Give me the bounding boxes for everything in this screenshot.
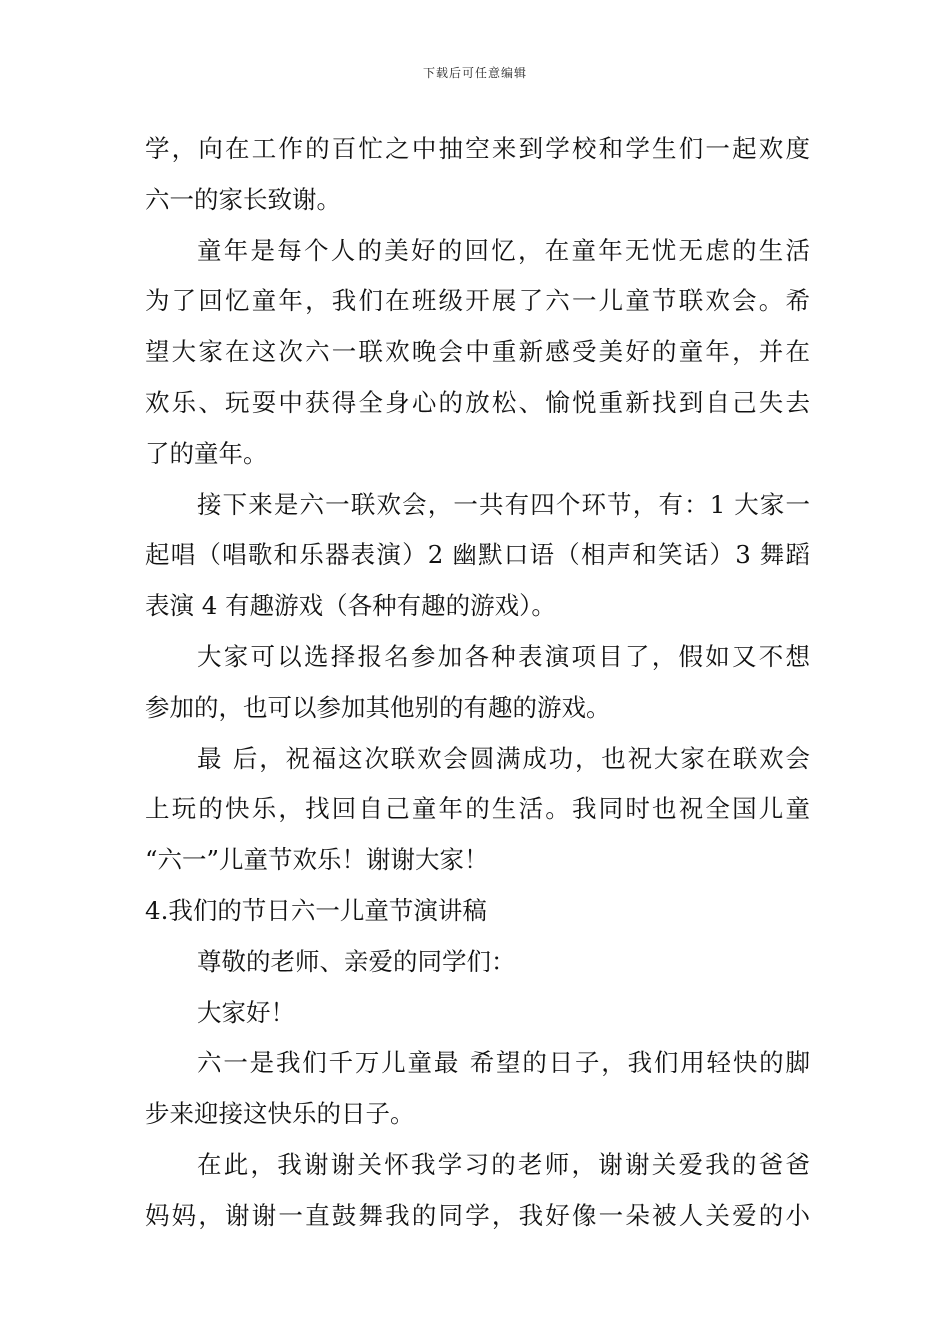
page-header: 下载后可任意编辑 xyxy=(422,66,527,80)
text-line: 六一的家长致谢。 xyxy=(145,184,341,214)
text-line: 学，向在工作的百忙之中抽空来到学校和学生们一起欢度 xyxy=(145,134,810,163)
greeting xyxy=(145,988,810,1039)
text-line: 了的童年。 xyxy=(145,438,268,468)
paragraph-5 xyxy=(145,734,810,886)
text-line: 童年是每个人的美好的回忆，在童年无忧无虑的生活 xyxy=(197,235,810,265)
text-line: 在此，我谢谢关怀我学习的老师，谢谢关爱我的爸爸 xyxy=(197,1149,810,1179)
text-line: 为了回忆童年，我们在班级开展了六一儿童节联欢会。希 xyxy=(145,286,810,316)
text-line: 步来迎接这快乐的日子。 xyxy=(145,1099,415,1129)
text-line: 上玩的快乐，找回自己童年的生活。我同时也祝全国儿童 xyxy=(145,794,810,824)
text-line: 大家可以选择报名参加各种表演项目了，假如又不想 xyxy=(197,641,810,671)
text-line: 接下来是六一联欢会，一共有四个环节，有：1 大家一 xyxy=(197,489,810,519)
paragraph-3 xyxy=(145,480,810,632)
document-body xyxy=(145,124,810,1242)
text-line: 六一是我们千万儿童最 希望的日子，我们用轻快的脚 xyxy=(197,1048,810,1078)
salutation xyxy=(145,937,810,988)
text-line: 起唱（唱歌和乐器表演）2 幽默口语（相声和笑话）3 舞蹈 xyxy=(145,540,810,570)
text-line: 妈妈，谢谢一直鼓舞我的同学，我好像一朵被人关爱的小 xyxy=(145,1200,810,1230)
text-line: 望大家在这次六一联欢晚会中重新感受美好的童年，并在 xyxy=(145,337,810,367)
text-line: 表演 4 有趣游戏（各种有趣的游戏）。 xyxy=(145,591,556,621)
paragraph-6 xyxy=(145,1038,810,1140)
paragraph-7 xyxy=(145,1140,810,1242)
text-line: 尊敬的老师、亲爱的同学们： xyxy=(197,946,516,976)
paragraph-4 xyxy=(145,632,810,734)
text-line: 欢乐、玩耍中获得全身心的放松、愉悦重新找到自己失去 xyxy=(145,387,810,417)
text-line: 最 后，祝福这次联欢会圆满成功，也祝大家在联欢会 xyxy=(197,743,810,773)
text-line: 大家好！ xyxy=(197,997,295,1027)
paragraph-2 xyxy=(145,226,810,480)
section-heading xyxy=(145,886,810,937)
heading-line: 4.我们的节日六一儿童节演讲稿 xyxy=(145,895,487,925)
paragraph-1 xyxy=(145,124,810,226)
text-line: “六一”儿童节欢乐！谢谢大家！ xyxy=(145,845,489,875)
text-line: 参加的，也可以参加其他别的有趣的游戏。 xyxy=(145,692,611,722)
